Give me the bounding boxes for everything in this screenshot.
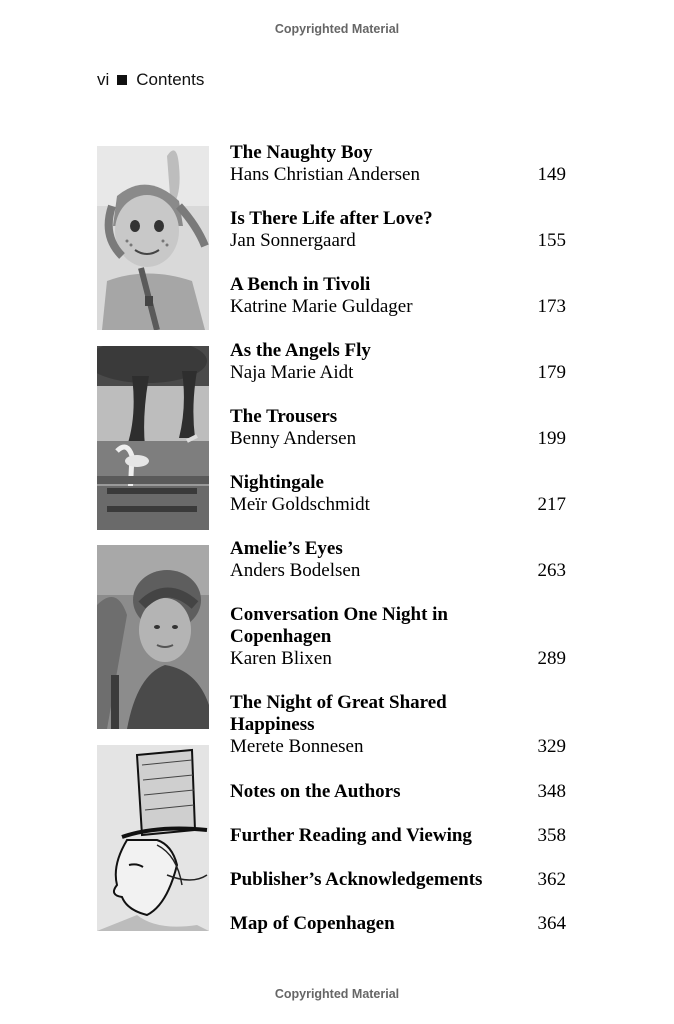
toc-entry[interactable] [230,781,566,803]
toc-entry[interactable] [230,692,566,758]
page-folio: vi [97,70,110,89]
story-title-line-2: Copenhagen [230,626,332,647]
page-number: 173 [537,296,566,317]
page-number: 348 [537,781,566,802]
story-title: Amelie’s Eyes [230,538,343,559]
section-title: Notes on the Authors [230,781,401,802]
story-author: Jan Sonnergaard [230,230,356,251]
story-author: Katrine Marie Guldager [230,296,413,317]
running-head [97,70,204,90]
story-title: As the Angels Fly [230,340,371,361]
page-number: 217 [537,494,566,515]
page-number: 155 [537,230,566,251]
section-label: Contents [136,70,205,89]
story-author: Naja Marie Aidt [230,362,354,383]
square-bullet-icon [117,75,127,85]
page-number: 179 [537,362,566,383]
story-author: Karen Blixen [230,648,332,669]
page-number: 329 [537,736,566,757]
story-author: Hans Christian Andersen [230,164,420,185]
story-title: Nightingale [230,472,324,493]
story-title: Is There Life after Love? [230,208,433,229]
toc-entry[interactable] [230,406,566,450]
toc-entry[interactable] [230,913,566,935]
story-author: Merete Bonnesen [230,736,364,757]
story-author: Anders Bodelsen [230,560,361,581]
toc-entry[interactable] [230,604,566,670]
top-hat-sketch [97,745,209,931]
page-number: 362 [537,869,566,890]
story-title-line-1: The Night of Great Shared [230,692,447,713]
toc-entry[interactable] [230,142,566,186]
copyright-watermark-bottom: Copyrighted Material [274,987,400,1001]
story-title: The Trousers [230,406,338,427]
toc-entry[interactable] [230,538,566,582]
page-number: 364 [537,913,566,934]
page-number: 289 [537,648,566,669]
page-number: 149 [537,164,566,185]
woman-portrait-photo [97,545,209,729]
copyright-watermark-top: Copyrighted Material [274,22,400,36]
page-number: 263 [537,560,566,581]
section-title: Publisher’s Acknowledgements [230,869,483,890]
toc-entry[interactable] [230,340,566,384]
story-author: Meïr Goldschmidt [230,494,370,515]
toc-entry[interactable] [230,825,566,847]
story-title-line-2: Happiness [230,714,315,735]
toc-entry[interactable] [230,472,566,516]
story-author: Benny Andersen [230,428,357,449]
story-title: The Naughty Boy [230,142,373,163]
section-title: Map of Copenhagen [230,913,395,934]
toc-entry[interactable] [230,869,566,891]
toc-entry[interactable] [230,274,566,318]
story-title-line-1: Conversation One Night in [230,604,448,625]
toc-entry[interactable] [230,208,566,252]
page-number: 199 [537,428,566,449]
section-title: Further Reading and Viewing [230,825,472,846]
park-herons-photo [97,346,209,530]
story-title: A Bench in Tivoli [230,274,371,295]
doll-photo [97,146,209,330]
page-number: 358 [537,825,566,846]
